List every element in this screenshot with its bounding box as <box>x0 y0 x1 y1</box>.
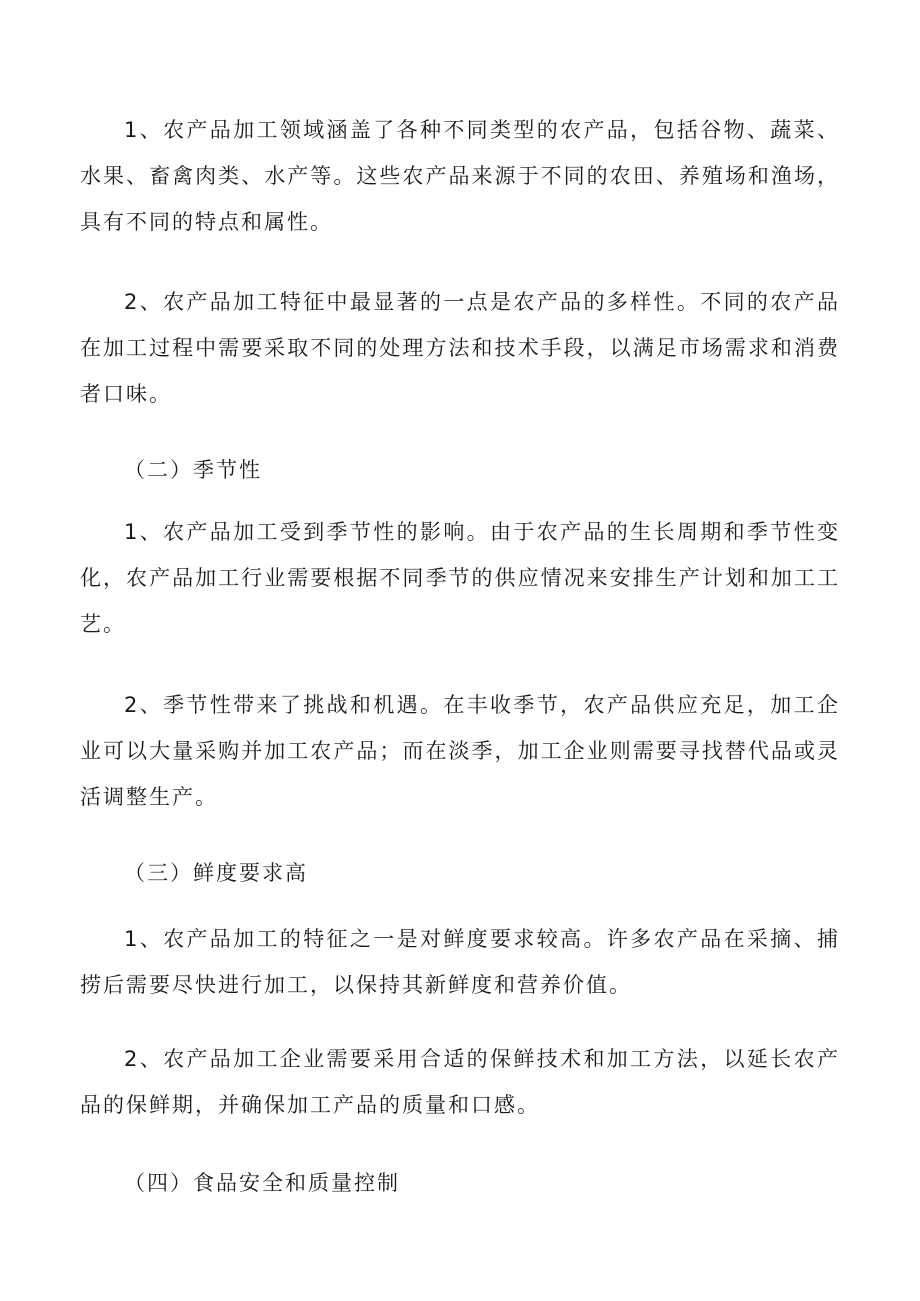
paragraph-diversity-2: 2、农产品加工特征中最显著的一点是农产品的多样性。不同的农产品在加工过程中需要采取不同的处理方法和技术手段，以满足市场需求和消费者口味。 <box>80 290 840 406</box>
paragraph-seasonality-1: 1、农产品加工受到季节性的影响。由于农产品的生长周期和季节性变化，农产品加工行业需要根据不同季节的供应情况来安排生产计划和加工工艺。 <box>80 520 840 636</box>
paragraph-freshness-2: 2、农产品加工企业需要采用合适的保鲜技术和加工方法，以延长农产品的保鲜期，并确保加工产品的质量和口感。 <box>80 1047 840 1117</box>
section-heading-seasonality: （二）季节性 <box>124 458 262 482</box>
section-heading-freshness: （三）鲜度要求高 <box>124 861 308 885</box>
paragraph-freshness-1: 1、农产品加工的特征之一是对鲜度要求较高。许多农产品在采摘、捕捞后需要尽快进行加工，以保持其新鲜度和营养价值。 <box>80 927 840 997</box>
paragraph-seasonality-2: 2、季节性带来了挑战和机遇。在丰收季节，农产品供应充足，加工企业可以大量采购并加工农产品；而在淡季，加工企业则需要寻找替代品或灵活调整生产。 <box>80 693 840 809</box>
paragraph-diversity-1: 1、农产品加工领域涵盖了各种不同类型的农产品，包括谷物、蔬菜、水果、畜禽肉类、水产等。这些农产品来源于不同的农田、养殖场和渔场，具有不同的特点和属性。 <box>80 118 840 234</box>
section-heading-food-safety: （四）食品安全和质量控制 <box>124 1171 400 1195</box>
